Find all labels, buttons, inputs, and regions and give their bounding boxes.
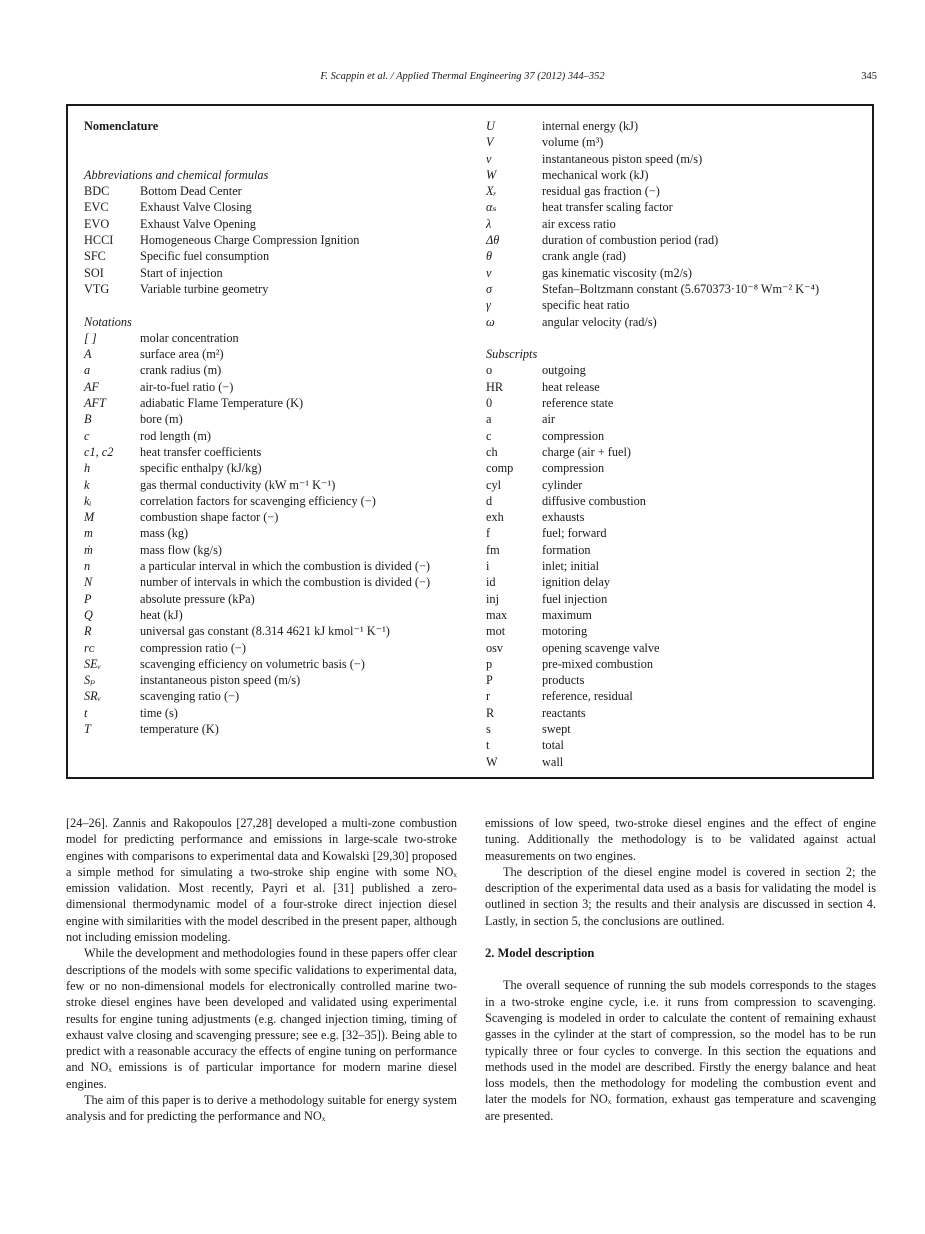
nomenclature-entry: [84, 591, 470, 607]
page-header: [0, 71, 925, 87]
nomenclature-entry: [84, 265, 470, 281]
entry-definition: heat (kJ): [140, 607, 183, 622]
entry-definition: ignition delay: [542, 575, 610, 590]
entry-definition: products: [542, 673, 585, 688]
nomenclature-left-column: [84, 118, 470, 737]
entry-symbol: h: [84, 461, 91, 476]
entry-symbol: T: [84, 721, 91, 736]
nomenclature-entry: [84, 199, 470, 215]
entry-symbol: ω: [486, 314, 495, 329]
entry-definition: maximum: [542, 607, 592, 622]
entry-definition: Bottom Dead Center: [140, 184, 242, 199]
entry-definition: Exhaust Valve Closing: [140, 200, 252, 215]
entry-definition: gas kinematic viscosity (m2/s): [542, 265, 692, 280]
entry-symbol: VTG: [84, 281, 110, 296]
nomenclature-entry: [486, 623, 866, 639]
nomenclature-entry: [486, 591, 866, 607]
entry-symbol: γ: [486, 298, 491, 313]
nomenclature-entry: [84, 607, 470, 623]
entry-symbol: Δθ: [486, 233, 500, 248]
paragraph: [24–26]. Zannis and Rakopoulos [27,28] developed a multi-zone combustion model for predicting performance and emissions in large-scale two-stroke engines with comparisons to experimental data and Kowalski [29,30] proposed a simple method for simulating a two-stroke ship engine with some NOₓ emission validation. Most recently, Payri et al. [31] published a zero-dimensional thermodynamic model of a four-stroke direct injection diesel engine with similarities with the model described in the present paper, although not including emission modeling.: [66, 816, 457, 945]
entry-symbol: a: [486, 412, 492, 427]
entry-definition: air excess ratio: [542, 216, 616, 231]
entry-symbol: r: [486, 689, 491, 704]
nomenclature-entry: [84, 688, 470, 704]
nomenclature-entry: [486, 395, 866, 411]
entry-symbol: ch: [486, 444, 498, 459]
abbreviations-heading: Abbreviations and chemical formulas: [84, 167, 269, 182]
page-number: 345: [861, 71, 877, 82]
nomenclature-entry: [486, 265, 866, 281]
entry-symbol: i: [486, 559, 490, 574]
entry-symbol: o: [486, 363, 493, 378]
entry-symbol: ν: [486, 265, 492, 280]
nomenclature-entry: [486, 754, 866, 770]
entry-symbol: 0: [486, 396, 493, 411]
nomenclature-entry: [84, 477, 470, 493]
nomenclature-entry: [486, 248, 866, 264]
entry-definition: internal energy (kJ): [542, 119, 639, 133]
section-heading: 2. Model description: [485, 946, 595, 961]
nomenclature-entry: [486, 477, 866, 493]
nomenclature-entry: [486, 607, 866, 623]
entry-definition: universal gas constant (8.314 4621 kJ kmol⁻¹ K⁻¹): [140, 624, 390, 639]
entry-symbol: inj: [486, 591, 499, 606]
entry-definition: absolute pressure (kPa): [140, 591, 255, 606]
entry-definition: swept: [542, 721, 571, 736]
running-head: F. Scappin et al. / Applied Thermal Engineering 37 (2012) 344–352: [320, 71, 605, 82]
entry-symbol: SFC: [84, 249, 106, 264]
entry-definition: Variable turbine geometry: [140, 281, 269, 296]
entry-definition: reactants: [542, 705, 586, 720]
notations-list: [84, 330, 470, 737]
nomenclature-entry: [84, 525, 470, 541]
subscripts-list: [486, 362, 866, 769]
nomenclature-entry: [84, 362, 470, 378]
entry-definition: instantaneous piston speed (m/s): [542, 151, 703, 166]
nomenclature-title: Nomenclature: [84, 119, 159, 133]
entry-symbol: t: [486, 738, 490, 753]
entry-definition: gas thermal conductivity (kW m⁻¹ K⁻¹): [140, 477, 336, 492]
entry-definition: mass (kg): [140, 526, 189, 541]
nomenclature-entry: [84, 216, 470, 232]
entry-definition: bore (m): [140, 412, 183, 427]
nomenclature-entry: [486, 199, 866, 215]
paragraph: While the development and methodologies found in these papers offer clear descriptions of the models with some specific validations to experimental data, few or no non-dimensional models for electronically controlled marine two-stroke diesel engines have been developed and validated using experimental results for engine tuning adjustments (e.g. changed injection timing, timing of exhaust valve closing and scavenging pressure; see e.g. [32–35]). Being able to predict with a reasonable accuracy the effects of engine tuning on performance and NOₓ emissions is of particular importance for modern marine diesel engines.: [66, 946, 457, 1091]
nomenclature-entry: [486, 509, 866, 525]
entry-definition: mass flow (kg/s): [140, 542, 222, 557]
entry-symbol: λ: [486, 216, 492, 231]
entry-symbol: N: [84, 575, 93, 590]
nomenclature-entry: [486, 232, 866, 248]
paragraph: The description of the diesel engine model is covered in section 2; the description of the experimental data used as a basis for validating the model is outlined in section 3; the results and their analysis are discussed in section 4. Lastly, in section 5, the conclusions are outlined.: [485, 864, 876, 928]
nomenclature-entry: [84, 330, 470, 346]
entry-definition: charge (air + fuel): [542, 444, 631, 459]
entry-definition: wall: [542, 754, 564, 769]
entry-symbol: V: [486, 135, 494, 150]
entry-definition: surface area (m²): [140, 347, 224, 362]
entry-definition: diffusive combustion: [542, 493, 646, 508]
entry-definition: heat release: [542, 379, 600, 394]
nomenclature-entry: [84, 248, 470, 264]
nomenclature-entry: [84, 705, 470, 721]
entry-definition: exhausts: [542, 510, 585, 525]
entry-definition: correlation factors for scavenging efficiency (−): [140, 493, 376, 508]
paragraph: The aim of this paper is to derive a methodology suitable for energy system analysis and for predicting the performance and NOₓ: [66, 1093, 457, 1124]
nomenclature-entry: [486, 460, 866, 476]
entry-symbol: rᴄ: [84, 640, 95, 655]
nomenclature-entry: [84, 281, 470, 297]
entry-symbol: t: [84, 705, 88, 720]
entry-symbol: HCCI: [84, 233, 114, 248]
entry-definition: number of intervals in which the combustion is divided (−): [140, 575, 431, 590]
entry-symbol: σ: [486, 281, 493, 296]
entry-symbol: a: [84, 363, 91, 378]
entry-definition: Stefan–Boltzmann constant (5.670373·10⁻⁸ Wm⁻² K⁻⁴): [542, 281, 820, 296]
nomenclature-entry: [486, 656, 866, 672]
entry-symbol: Q: [84, 607, 93, 622]
nomenclature-entry: [84, 395, 470, 411]
entry-definition: compression ratio (−): [140, 640, 246, 655]
nomenclature-entry: [84, 460, 470, 476]
nomenclature-entry: [486, 183, 866, 199]
nomenclature-entry: [486, 444, 866, 460]
entry-symbol: θ: [486, 249, 493, 264]
entry-symbol: p: [486, 656, 493, 671]
entry-definition: reference state: [542, 396, 614, 411]
entry-symbol: [ ]: [84, 330, 97, 345]
entry-definition: reference, residual: [542, 689, 633, 704]
nomenclature-box: [66, 104, 874, 779]
nomenclature-entry: [486, 542, 866, 558]
entry-symbol: HR: [486, 379, 504, 394]
nomenclature-entry: [486, 118, 866, 134]
entry-definition: compression: [542, 461, 605, 476]
body-left-column: [66, 815, 457, 1125]
entry-symbol: W: [486, 167, 497, 182]
nomenclature-entry: [486, 362, 866, 378]
entry-definition: scavenging ratio (−): [140, 689, 240, 704]
entry-definition: opening scavenge valve: [542, 640, 660, 655]
nomenclature-entry: [486, 297, 866, 313]
entry-symbol: v: [486, 151, 492, 166]
entry-symbol: P: [84, 591, 92, 606]
entry-symbol: AF: [84, 379, 100, 394]
entry-symbol: comp: [486, 461, 514, 476]
nomenclature-entry: [84, 493, 470, 509]
nomenclature-entry: [486, 688, 866, 704]
subscripts-heading: Subscripts: [486, 347, 538, 362]
entry-symbol: id: [486, 575, 496, 590]
notations-heading: Notations: [84, 314, 132, 329]
nomenclature-right-column: [486, 118, 866, 770]
entry-definition: combustion shape factor (−): [140, 510, 279, 525]
nomenclature-entry: [486, 672, 866, 688]
abbreviations-list: [84, 183, 470, 297]
nomenclature-entry: [84, 444, 470, 460]
entry-definition: temperature (K): [140, 721, 219, 736]
entry-symbol: ṁ: [84, 542, 93, 557]
entry-symbol: P: [486, 673, 493, 688]
entry-symbol: αₛ: [486, 200, 497, 215]
body-right-column: [485, 815, 876, 1124]
nomenclature-entry: [486, 314, 866, 330]
nomenclature-entry: [84, 346, 470, 362]
entry-definition: Homogeneous Charge Compression Ignition: [140, 233, 360, 248]
entry-definition: motoring: [542, 624, 588, 639]
entry-definition: outgoing: [542, 363, 586, 378]
entry-symbol: kᵢ: [84, 493, 92, 508]
entry-definition: scavenging efficiency on volumetric basis (−): [140, 656, 365, 671]
entry-definition: rod length (m): [140, 428, 212, 443]
entry-symbol: R: [486, 705, 495, 720]
nomenclature-entry: [486, 558, 866, 574]
nomenclature-entry: [84, 656, 470, 672]
entry-definition: instantaneous piston speed (m/s): [140, 673, 301, 688]
nomenclature-entry: [84, 640, 470, 656]
entry-definition: volume (m³): [542, 135, 604, 150]
nomenclature-entry: [486, 281, 866, 297]
entry-symbol: d: [486, 493, 493, 508]
nomenclature-entry: [486, 428, 866, 444]
paragraph: The overall sequence of running the sub models corresponds to the stages in a two-stroke engine cycle, i.e. it runs from compression to scavenging. Scavenging is modeled in order to calculate the content of remaining exhaust gasses in the cylinder at the start of compression, so the model has to be run typically three or four cycles to converge. In this section the equations and methods used in the model are described. Firstly the energy balance and heat loss models, then the methodology for modeling the combustion event and later the models for NOₓ formation, exhaust gas temperature and scavenging are presented.: [485, 978, 876, 1123]
nomenclature-entry: [84, 542, 470, 558]
nomenclature-entry: [84, 558, 470, 574]
nomenclature-entry: [486, 574, 866, 590]
nomenclature-entry: [486, 216, 866, 232]
entry-symbol: Xᵣ: [486, 184, 497, 199]
nomenclature-entry: [486, 379, 866, 395]
entry-definition: Exhaust Valve Opening: [140, 216, 256, 231]
nomenclature-entry: [486, 151, 866, 167]
entry-symbol: M: [84, 510, 95, 525]
entry-symbol: Sₚ: [84, 673, 96, 688]
entry-symbol: R: [84, 624, 92, 639]
nomenclature-entry: [84, 379, 470, 395]
entry-symbol: U: [486, 119, 495, 133]
entry-symbol: W: [486, 754, 498, 769]
nomenclature-entry: [486, 721, 866, 737]
entry-definition: total: [542, 738, 564, 753]
entry-definition: air-to-fuel ratio (−): [140, 379, 234, 394]
entry-symbol: mot: [486, 624, 506, 639]
symbols-list: [486, 118, 866, 330]
entry-definition: crank radius (m): [140, 363, 222, 378]
entry-symbol: c: [486, 428, 492, 443]
nomenclature-entry: [84, 183, 470, 199]
entry-symbol: EVC: [84, 200, 109, 215]
entry-definition: a particular interval in which the combustion is divided (−): [140, 559, 431, 574]
entry-definition: molar concentration: [140, 330, 239, 345]
nomenclature-entry: [486, 493, 866, 509]
entry-symbol: BDC: [84, 184, 110, 199]
entry-definition: inlet; initial: [542, 559, 600, 574]
entry-symbol: cyl: [486, 477, 502, 492]
entry-symbol: osv: [486, 640, 504, 655]
nomenclature-entry: [486, 737, 866, 753]
entry-symbol: fm: [486, 542, 500, 557]
entry-symbol: max: [486, 607, 508, 622]
entry-symbol: c: [84, 428, 90, 443]
entry-definition: Specific fuel consumption: [140, 249, 270, 264]
entry-symbol: SOI: [84, 265, 104, 280]
nomenclature-entry: [486, 525, 866, 541]
entry-definition: cylinder: [542, 477, 583, 492]
entry-definition: mechanical work (kJ): [542, 167, 649, 182]
entry-symbol: AFT: [84, 396, 106, 411]
nomenclature-entry: [84, 623, 470, 639]
nomenclature-entry: [486, 640, 866, 656]
entry-symbol: f: [486, 526, 491, 541]
entry-definition: air: [542, 412, 555, 427]
nomenclature-entry: [84, 574, 470, 590]
entry-definition: crank angle (rad): [542, 249, 626, 264]
nomenclature-entry: [84, 232, 470, 248]
entry-definition: specific enthalpy (kJ/kg): [140, 461, 262, 476]
entry-symbol: SRᵥ: [84, 689, 102, 704]
paragraph: emissions of low speed, two-stroke diesel engines and the effect of engine tuning. Additionally the methodology is to be validated against actual measurements on two engines.: [485, 816, 876, 863]
entry-symbol: A: [84, 347, 92, 362]
entry-definition: time (s): [140, 705, 178, 720]
entry-definition: compression: [542, 428, 605, 443]
entry-definition: duration of combustion period (rad): [542, 233, 719, 248]
entry-symbol: EVO: [84, 216, 110, 231]
nomenclature-entry: [84, 721, 470, 737]
nomenclature-entry: [84, 411, 470, 427]
entry-definition: Start of injection: [140, 265, 223, 280]
entry-definition: heat transfer coefficients: [140, 444, 262, 459]
nomenclature-entry: [84, 428, 470, 444]
nomenclature-entry: [84, 509, 470, 525]
entry-definition: residual gas fraction (−): [542, 184, 660, 199]
entry-symbol: B: [84, 412, 92, 427]
entry-definition: fuel injection: [542, 591, 608, 606]
entry-definition: adiabatic Flame Temperature (K): [140, 396, 304, 411]
nomenclature-entry: [486, 411, 866, 427]
nomenclature-entry: [486, 705, 866, 721]
nomenclature-entry: [486, 167, 866, 183]
entry-symbol: m: [84, 526, 93, 541]
entry-symbol: exh: [486, 510, 504, 525]
nomenclature-entry: [486, 134, 866, 150]
entry-symbol: s: [486, 721, 491, 736]
entry-definition: angular velocity (rad/s): [542, 314, 657, 329]
entry-symbol: SEᵥ: [84, 656, 102, 671]
entry-definition: fuel; forward: [542, 526, 607, 541]
entry-definition: heat transfer scaling factor: [542, 200, 673, 215]
entry-symbol: k: [84, 477, 90, 492]
entry-definition: formation: [542, 542, 591, 557]
nomenclature-entry: [84, 672, 470, 688]
entry-symbol: n: [84, 559, 91, 574]
entry-definition: pre-mixed combustion: [542, 656, 653, 671]
entry-definition: specific heat ratio: [542, 298, 630, 313]
entry-symbol: c1, c2: [84, 444, 114, 459]
